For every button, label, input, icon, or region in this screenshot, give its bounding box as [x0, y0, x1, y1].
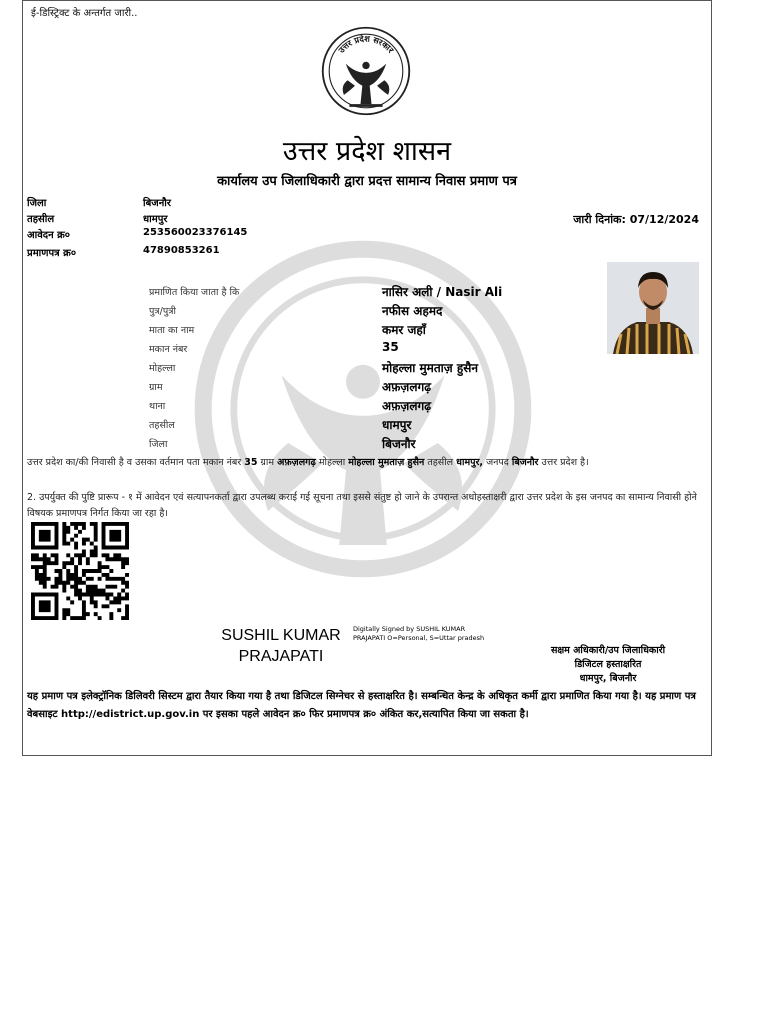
field-value-mother: कमर जहाँ [382, 323, 426, 337]
applicant-photo [607, 262, 699, 354]
field-value-village: अफ़ज़लगढ़ [382, 380, 431, 394]
certificate [22, 0, 712, 756]
meta-label-certificate-no: प्रमाणपत्र क्र० [27, 248, 77, 259]
field-label-village: ग्राम [149, 382, 163, 393]
verification-footer: यह प्रमाण पत्र इलेक्ट्रॉनिक डिलिवरी सिस्टम द्वारा तैयार किया गया है तथा डिजिटल सिग्नेचर से हस्ताक्षरित है। सम्बन्धित केन्द्र के अधिकृत कर्मी द्वारा प्रमाणित किया गया है। यह प्रमाण पत्र वेबसाइट http://edistrict.up.gov.in पर इसका पहले आवेदन क्र० फिर प्रमाणपत्र क्र० अंकित कर,सत्यापित किया जा सकता है। [27, 691, 696, 720]
meta-value-certificate-no: 47890853261 [143, 245, 220, 256]
signer-name: SUSHIL KUMAR PRAJAPATI [221, 627, 341, 665]
svg-text:उत्तर प्रदेश सरकार: उत्तर प्रदेश सरकार [336, 33, 396, 55]
qr-code[interactable] [31, 522, 129, 620]
field-label-certified: प्रमाणित किया जाता है कि [149, 287, 240, 298]
meta-value-application-no: 253560023376145 [143, 227, 248, 238]
field-value-mohalla: मोहल्ला मुमताज़ हुसैन [382, 361, 479, 375]
state-title: उत्तर प्रदेश शासन [282, 136, 452, 167]
field-label-district: जिला [149, 439, 168, 450]
field-value-parent: नफीस अहमद [382, 304, 443, 318]
meta-value-district: बिजनौर [143, 198, 171, 209]
meta-label-district: जिला [27, 198, 47, 209]
field-value-tehsil: धामपुर [382, 418, 412, 432]
header-note: ई-डिस्ट्रिक्ट के अन्तर्गत जारी.. [31, 8, 138, 19]
field-value-police-station: अफ़ज़लगढ़ [382, 399, 431, 413]
residence-paragraph: उत्तर प्रदेश का/की निवासी है व उसका वर्तमान पता मकान नंबर 35 ग्राम अफ़ज़लगढ़ मोहल्ला मोहल्ला मुमताज़ हुसैन तहसील धामपुर, जनपद बिजनौर उत्तर प्रदेश है। [27, 457, 589, 468]
digital-signature-note: Digitally Signed by SUSHIL KUMAR PRAJAPATI O=Personal, S=Uttar pradesh [353, 625, 485, 642]
meta-value-tehsil: धामपुर [143, 214, 168, 225]
field-label-mohalla: मोहल्ला [149, 363, 176, 374]
verification-paragraph: 2. उपर्युक्त की पुष्टि प्रारूप - १ में आवेदन एवं सत्यापनकर्ता द्वारा उपलब्ध कराई गई सूचना तथा इससे संतुष्ट हो जाने के उपरान्त अधोहस्ताक्षरी द्वारा उत्तर प्रदेश के इस जनपद का सामान्य निवासी होने विषयक प्रमाणपत्र निर्गत किया जा रहा है। [27, 492, 697, 519]
field-label-house-no: मकान नंबर [149, 344, 188, 355]
meta-label-application-no: आवेदन क्र० [27, 230, 71, 241]
field-value-house-no: 35 [382, 340, 399, 354]
field-value-name: नासिर अली / Nasir Ali [382, 285, 503, 299]
field-value-district: बिजनौर [382, 437, 416, 451]
up-emblem-icon [320, 25, 412, 117]
certificate-title: कार्यालय उप जिलाधिकारी द्वारा प्रदत्त सामान्य निवास प्रमाण पत्र [217, 174, 517, 189]
issuing-authority: सक्षम अधिकारी/उप जिलाधिकारी डिजिटल हस्ताक्षरित धामपुर, बिजनौर [550, 645, 666, 684]
field-label-mother: माता का नाम [149, 325, 195, 336]
field-label-parent: पुत्र/पुत्री [149, 306, 176, 317]
meta-label-tehsil: तहसील [27, 214, 55, 225]
issue-date: जारी दिनांक: 07/12/2024 [573, 213, 699, 226]
field-label-police-station: थाना [149, 401, 166, 412]
field-label-tehsil: तहसील [149, 420, 175, 431]
